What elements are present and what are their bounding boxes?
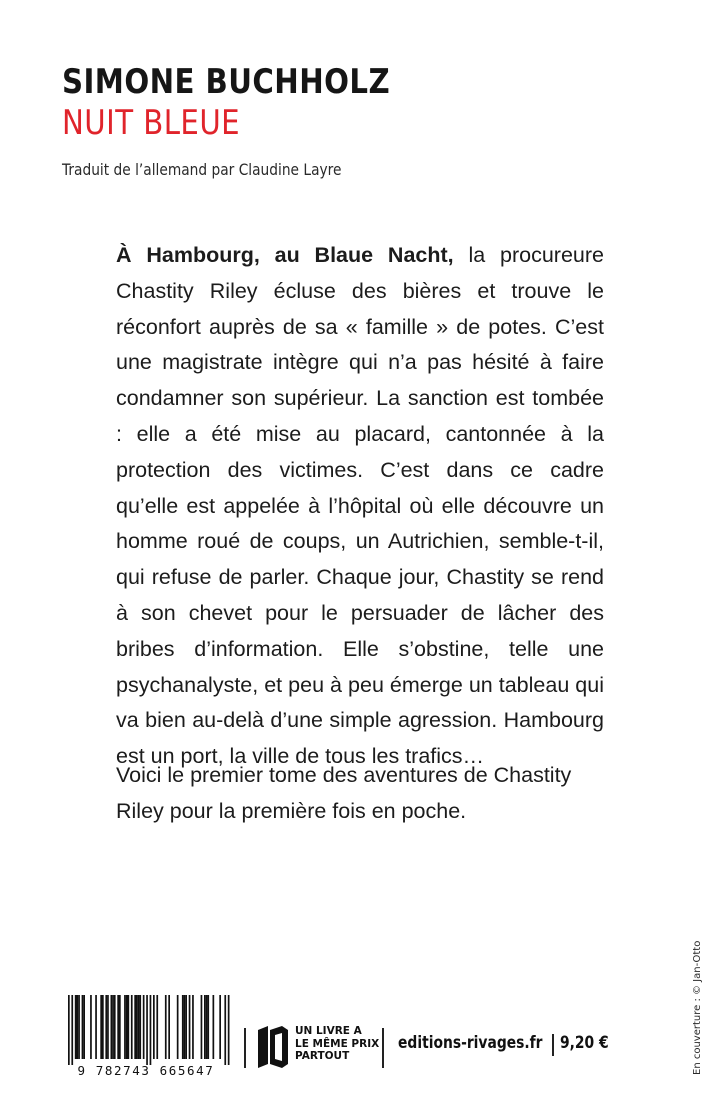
- synopsis-lead: À Hambourg, au Blaue Nacht,: [116, 243, 454, 267]
- footer-separator: [244, 1028, 246, 1068]
- barcode-bar: [111, 995, 113, 1059]
- barcode-bar: [131, 995, 133, 1059]
- barcode-bar: [156, 995, 158, 1059]
- barcode-bar: [136, 995, 138, 1059]
- barcode-bar: [201, 995, 203, 1059]
- teaser-paragraph: Voici le premier tome des aventures de Chastity Riley pour la première fois en poche.: [116, 763, 572, 823]
- barcode-bar: [83, 995, 85, 1059]
- barcode-bar: [165, 995, 167, 1059]
- footer-separator-3: [552, 1034, 554, 1056]
- barcode-bar: [153, 995, 155, 1059]
- barcode-bar: [107, 995, 109, 1059]
- barcode-bar: [112, 995, 114, 1059]
- logo-line-3: PARTOUT: [295, 1050, 350, 1062]
- barcode-bar: [168, 995, 170, 1059]
- barcode-bar: [138, 995, 140, 1059]
- barcode-bar: [207, 995, 209, 1059]
- barcode-bar: [213, 995, 215, 1059]
- barcode-bar: [119, 995, 121, 1059]
- barcode-bar: [143, 995, 145, 1059]
- barcode-bar: [82, 995, 84, 1059]
- translator-credit: Traduit de l’allemand par Claudine Layre: [62, 160, 342, 179]
- barcode-bar: [75, 995, 77, 1059]
- book-title: NUIT BLEUE: [62, 103, 241, 143]
- logo-line-2: LE MÊME PRIX: [295, 1037, 380, 1050]
- barcode-bar: [185, 995, 187, 1059]
- barcode-bar: [68, 995, 70, 1065]
- barcode-bar: [128, 995, 130, 1059]
- barcode-bar: [126, 995, 128, 1059]
- barcode-bar: [117, 995, 119, 1059]
- barcode-bar: [206, 995, 208, 1059]
- barcode-bar: [102, 995, 104, 1059]
- synopsis-paragraph: [116, 238, 604, 775]
- barcode-bar: [192, 995, 194, 1059]
- isbn-barcode: [58, 995, 234, 1079]
- barcode-bar: [100, 995, 102, 1059]
- synopsis-body: la procureure Chastity Riley écluse des bières et trouve le réconfort auprès de sa « famille » de potes. C’est une magistrate intègre qui n’a pas hésité à faire condamner son supérieur. La sanction est tombée : elle a été mise au placard, cantonnée à la protection des victimes. C’est dans ce cadre qu’elle est appelée à l’hôpital où elle découvre un homme roué de coups, un Autrichien, semble-t-il, qui refuse de parler. Chaque jour, Chastity se rend à son chevet pour le persuader de lâcher des bribes d’information. Elle s’obstine, telle une psychanalyste, et peu à peu émerge un tableau qui va bien au-delà d’une simple agression. Hambourg est un port, la ville de tous les trafics…: [116, 243, 604, 769]
- barcode-bar: [114, 995, 116, 1059]
- barcode-bar: [177, 995, 179, 1059]
- price-label: 9,20 €: [560, 1033, 609, 1052]
- barcode-bar: [228, 995, 230, 1065]
- livre-logo-icon: [256, 1024, 290, 1068]
- barcode-bar: [204, 995, 206, 1059]
- barcode-bar: [71, 995, 73, 1065]
- barcode-bar: [182, 995, 184, 1059]
- barcode-bar: [78, 995, 80, 1059]
- barcode-bar: [146, 995, 148, 1065]
- barcode-bar: [95, 995, 97, 1059]
- barcode-bar: [150, 995, 152, 1065]
- barcode-bar: [124, 995, 126, 1059]
- author-name: SIMONE BUCHHOLZ: [62, 62, 391, 102]
- barcode-bar: [105, 995, 107, 1059]
- barcode-bar: [219, 995, 221, 1059]
- barcode-bar: [77, 995, 79, 1059]
- barcode-bar: [134, 995, 136, 1059]
- logo-line-1: UN LIVRE A: [295, 1025, 362, 1037]
- barcode-bar: [224, 995, 226, 1065]
- barcode-bar: [139, 995, 141, 1059]
- livre-logo-text: [295, 1025, 379, 1063]
- barcode-bars: [58, 995, 234, 1065]
- barcode-bar: [184, 995, 186, 1059]
- barcode-digits: 9 782743 665647: [77, 1063, 215, 1078]
- barcode-bar: [90, 995, 92, 1059]
- publisher-website[interactable]: editions-rivages.fr: [398, 1033, 543, 1052]
- cover-photo-credit: En couverture : © Jan-Otto: [692, 940, 703, 1075]
- footer-separator-2: [382, 1028, 384, 1068]
- barcode-bar: [189, 995, 191, 1059]
